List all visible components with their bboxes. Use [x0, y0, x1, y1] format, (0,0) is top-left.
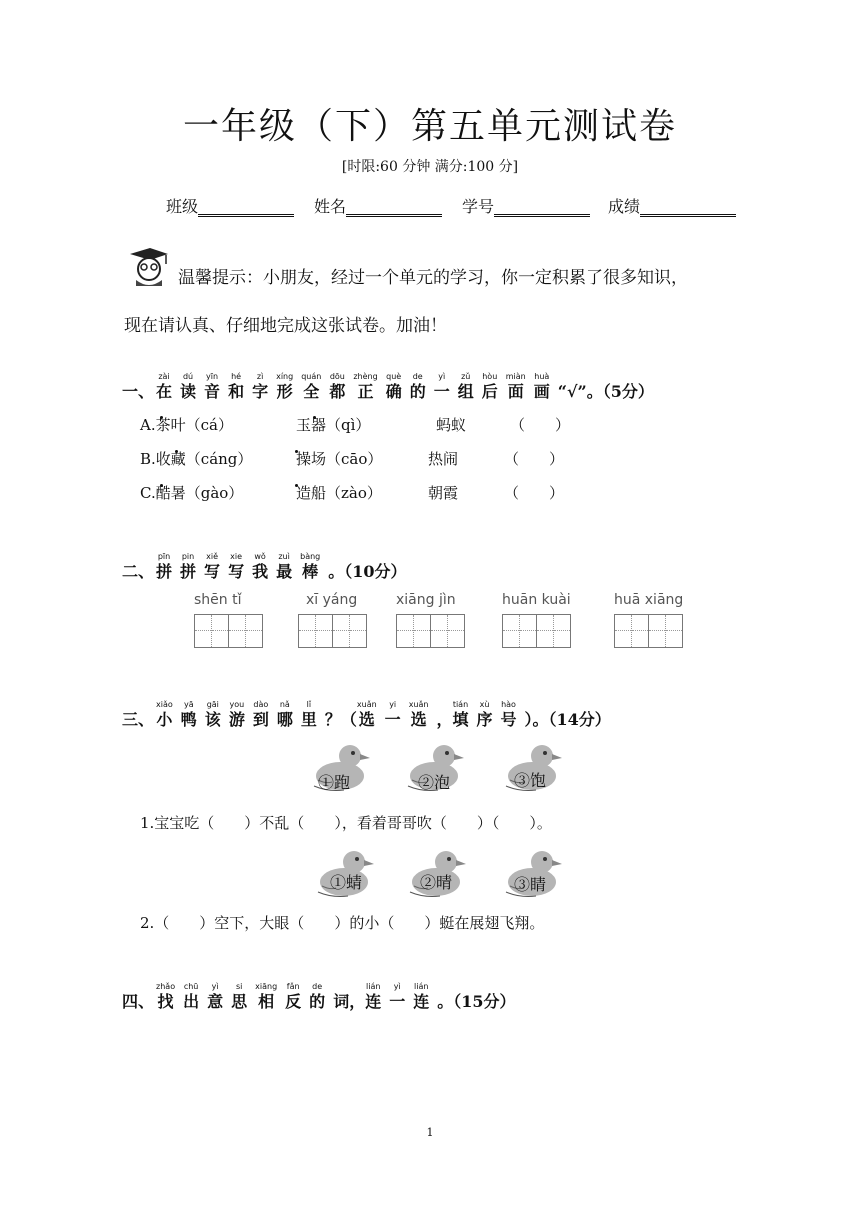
- q4-char-1: [183, 982, 199, 1012]
- q4-char-2: [207, 982, 223, 1012]
- q3-char-5: [277, 700, 293, 730]
- q4-pinyin-3: si: [235, 982, 243, 991]
- q3-sentence-2[interactable]: 2.（ ）空下，大眼（ ）的小（ ）蜓在展翅飞翔。: [140, 914, 545, 932]
- q3b-char-2: [409, 700, 429, 730]
- q4-pinyin-5: fǎn: [286, 982, 300, 991]
- q3-hanzi-4: 到: [252, 710, 269, 729]
- q2-prefix: 二、: [122, 562, 155, 581]
- q1-char-2: [204, 372, 220, 402]
- q1-hanzi-15: 画: [533, 382, 550, 401]
- q2-char-5: [276, 552, 292, 582]
- q3-hanzi-0: 小: [156, 710, 173, 729]
- question-4-heading: [122, 982, 516, 1012]
- q1-char-5: [276, 372, 293, 402]
- writing-grid-4[interactable]: [502, 614, 571, 648]
- q1-row-a: [140, 414, 233, 435]
- q1-char-13: [482, 372, 498, 402]
- q3-pinyin-0: xiǎo: [156, 700, 173, 709]
- q4b-char-2: [413, 982, 429, 1012]
- q1-row-b-word2: 操场（cāo）: [296, 450, 383, 468]
- class-field: [166, 194, 294, 217]
- q2-pinyin-0: pīn: [157, 552, 171, 561]
- q3-pinyin-4: dào: [253, 700, 269, 709]
- pinyin-box-3: [396, 592, 465, 648]
- class-label: 班级: [166, 197, 199, 216]
- q3b-hanzi-2: 选: [410, 710, 427, 729]
- q1-pinyin-2: yīn: [206, 372, 219, 381]
- q4-char-4: [255, 982, 277, 1012]
- q3b-pinyin-1: yi: [389, 700, 397, 709]
- duck-5-option: ②晴: [420, 873, 453, 892]
- q3c-pinyin-2: hào: [501, 700, 516, 709]
- q2-pinyin-6: bàng: [300, 552, 321, 561]
- writing-grid-5[interactable]: [614, 614, 683, 648]
- q3-pinyin-6: lǐ: [306, 700, 312, 709]
- writing-grid-1[interactable]: [194, 614, 263, 648]
- q2-hanzi-4: 我: [252, 562, 269, 581]
- duck-6-option: ③睛: [514, 875, 547, 894]
- q3-prefix: 三、: [122, 710, 155, 729]
- q4-pinyin-0: zhǎo: [156, 982, 176, 991]
- q1-pinyin-12: zǔ: [461, 372, 471, 381]
- q3b-pinyin-2: xuǎn: [408, 700, 429, 709]
- q2-hanzi-0: 拼: [156, 562, 173, 581]
- q1-pinyin-3: hé: [231, 372, 242, 381]
- pinyin-box-2: [298, 592, 367, 648]
- q4-tail: 。（15分）: [437, 992, 516, 1011]
- q1-row-a-word1: 茶叶（cá）: [155, 416, 233, 434]
- q4-char-6: [309, 982, 325, 1012]
- q1-row-a-word2: 玉器（qì）: [296, 416, 371, 434]
- q3-pinyin-5: nǎ: [279, 700, 290, 709]
- q3-comma: ，: [436, 710, 453, 729]
- duck-4-option: ①蜻: [330, 873, 363, 892]
- q4-hanzi-5: 反: [285, 992, 302, 1011]
- q1-char-3: [228, 372, 244, 402]
- q3-char-6: [301, 700, 317, 730]
- q1-hanzi-0: 在: [156, 382, 173, 401]
- q3-char-4: [253, 700, 269, 730]
- q3-hanzi-3: 游: [228, 710, 245, 729]
- q1-char-8: [353, 372, 377, 402]
- question-3-heading: [122, 700, 611, 730]
- q3-pinyin-1: yā: [183, 700, 194, 709]
- q1-pinyin-10: de: [412, 372, 423, 381]
- q4b-char-0: [365, 982, 381, 1012]
- q3-pinyin-2: gāi: [206, 700, 219, 709]
- q1-row-c-label: C.: [140, 484, 156, 502]
- q1-char-14: [506, 372, 526, 402]
- q1-ruby-text: [156, 372, 558, 402]
- duck-2-option: ②泡: [418, 773, 451, 792]
- q3b-char-0: [357, 700, 377, 730]
- q3-char-1: [181, 700, 197, 730]
- q1-char-4: [252, 372, 268, 402]
- q4b-hanzi-1: 一: [389, 992, 406, 1011]
- q1-row-b-answer[interactable]: （ ）: [504, 450, 565, 468]
- page-title: 一年级（下）第五单元测试卷: [182, 106, 677, 147]
- q3-hanzi-1: 鸭: [180, 710, 197, 729]
- q1-row-b-label: B.: [140, 450, 156, 468]
- q3-hanzi-2: 该: [204, 710, 221, 729]
- q2-pinyin-5: zuì: [278, 552, 290, 561]
- q1-char-9: [386, 372, 402, 402]
- writing-grid-3[interactable]: [396, 614, 465, 648]
- q3-ruby-text-3: [452, 700, 524, 730]
- q3-tail: ）。（14分）: [524, 710, 611, 729]
- q3b-char-1: [385, 700, 401, 730]
- q4b-hanzi-0: 连: [365, 992, 382, 1011]
- q3-char-3: [229, 700, 245, 730]
- q1-prefix: 一、: [122, 382, 155, 401]
- q4-pinyin-2: yì: [211, 982, 219, 991]
- q2-char-4: [252, 552, 268, 582]
- q4b-pinyin-1: yì: [393, 982, 401, 991]
- q1-pinyin-4: zì: [256, 372, 264, 381]
- q1-hanzi-11: 一: [433, 382, 450, 401]
- q2-pinyin-1: pin: [181, 552, 195, 561]
- q4b-char-1: [389, 982, 405, 1012]
- q1-hanzi-14: 面: [507, 382, 524, 401]
- q2-hanzi-1: 拼: [180, 562, 197, 581]
- q1-tail: “√”。（5分）: [557, 382, 654, 401]
- q2-hanzi-6: 棒: [302, 562, 319, 581]
- q4-char-3: [231, 982, 247, 1012]
- q2-char-3: [228, 552, 244, 582]
- q3c-char-2: [501, 700, 517, 730]
- q1-row-b-word3: 热闹: [428, 450, 459, 468]
- q2-char-1: [180, 552, 196, 582]
- duck-1-option: ①跑: [318, 773, 351, 792]
- q3c-hanzi-0: 填: [452, 710, 469, 729]
- pinyin-label-1: shēn tǐ: [194, 592, 242, 608]
- q1-char-1: [180, 372, 196, 402]
- time-score-limit: [时限:60 分钟 满分:100 分]: [341, 159, 519, 175]
- q3-ruby-text: [156, 700, 325, 730]
- tip-line-1: 温馨提示：小朋友，经过一个单元的学习，你一定积累了很多知识，: [178, 268, 688, 288]
- score-field: [608, 194, 736, 217]
- q4-ruby-text-2: [365, 982, 437, 1012]
- q1-pinyin-14: miàn: [505, 372, 526, 381]
- pinyin-label-2: xī yáng: [306, 592, 358, 608]
- q2-hanzi-3: 写: [228, 562, 245, 581]
- q1-char-7: [329, 372, 345, 402]
- q1-row-b: [140, 448, 252, 469]
- q2-tail: 。（10分）: [328, 562, 407, 581]
- q4b-hanzi-2: 连: [413, 992, 430, 1011]
- q1-hanzi-2: 音: [204, 382, 221, 401]
- q3c-hanzi-2: 号: [500, 710, 517, 729]
- q4-mid: 词，: [333, 992, 366, 1011]
- q1-pinyin-15: huà: [534, 372, 550, 381]
- q1-pinyin-1: dú: [182, 372, 194, 381]
- q4b-pinyin-2: lián: [414, 982, 429, 991]
- q2-hanzi-2: 写: [204, 562, 221, 581]
- q1-row-c: [140, 482, 243, 503]
- question-2-heading: [122, 552, 407, 582]
- q3-pinyin-3: you: [229, 700, 245, 709]
- q1-hanzi-5: 形: [276, 382, 293, 401]
- q3c-pinyin-0: tián: [452, 700, 469, 709]
- pinyin-label-5: huā xiāng: [614, 592, 684, 608]
- q1-char-12: [458, 372, 474, 402]
- q1-char-11: [434, 372, 450, 402]
- name-field: [314, 194, 442, 217]
- q1-hanzi-4: 字: [252, 382, 269, 401]
- q1-row-b-word1: 收藏（cáng）: [155, 450, 253, 468]
- q3-ruby-text-2: [357, 700, 437, 730]
- q1-hanzi-3: 和: [228, 382, 245, 401]
- q1-row-c-word3: 朝霞: [428, 484, 459, 502]
- q4-pinyin-4: xiāng: [255, 982, 278, 991]
- q3c-char-0: [452, 700, 468, 730]
- q1-pinyin-9: què: [386, 372, 402, 381]
- q4-hanzi-6: 的: [309, 992, 326, 1011]
- q4-pinyin-1: chū: [183, 982, 199, 991]
- class-blank[interactable]: [198, 197, 294, 217]
- q3c-pinyin-1: xù: [479, 700, 490, 709]
- q1-hanzi-9: 确: [385, 382, 402, 401]
- q2-pinyin-4: wǒ: [254, 552, 266, 561]
- name-label: 姓名: [314, 197, 347, 216]
- q4-hanzi-1: 出: [183, 992, 200, 1011]
- q1-pinyin-8: zhèng: [353, 372, 378, 381]
- q2-hanzi-5: 最: [276, 562, 293, 581]
- pinyin-label-4: huān kuài: [502, 592, 571, 608]
- pinyin-box-5: [614, 592, 683, 648]
- q3-hanzi-6: 里: [300, 710, 317, 729]
- q3c-hanzi-1: 序: [476, 710, 493, 729]
- q1-pinyin-0: zài: [158, 372, 170, 381]
- q3-mid: ？（: [324, 710, 357, 729]
- q3-char-2: [205, 700, 221, 730]
- q2-pinyin-3: xie: [230, 552, 243, 561]
- page-number: 1: [426, 1126, 434, 1139]
- q1-row-c-word1: 酷暑（gào）: [155, 484, 244, 502]
- q1-hanzi-10: 的: [409, 382, 426, 401]
- q1-hanzi-6: 全: [303, 382, 320, 401]
- warm-tip: [124, 254, 764, 350]
- q3b-hanzi-0: 选: [358, 710, 375, 729]
- q1-hanzi-13: 后: [481, 382, 498, 401]
- duck-3-option: ③饱: [514, 771, 547, 790]
- q1-hanzi-8: 正: [357, 382, 374, 401]
- q4-hanzi-4: 相: [258, 992, 275, 1011]
- student-id-field: [462, 194, 590, 217]
- score-label: 成绩: [608, 197, 641, 216]
- student-id-blank[interactable]: [494, 197, 590, 217]
- q1-char-10: [410, 372, 426, 402]
- pinyin-box-1: [194, 592, 263, 648]
- q1-pinyin-7: dōu: [329, 372, 345, 381]
- q3-sentence-1[interactable]: 1.宝宝吃（ ）不乱（ ），看着哥哥吹（ ）（ ）。: [140, 814, 552, 832]
- q1-pinyin-6: quán: [301, 372, 322, 381]
- q1-hanzi-1: 读: [180, 382, 197, 401]
- q2-ruby-text: [156, 552, 328, 582]
- q2-pinyin-2: xiě: [206, 552, 218, 561]
- q3-hanzi-5: 哪: [276, 710, 293, 729]
- q1-hanzi-12: 组: [457, 382, 474, 401]
- q1-row-c-word2: 造船（zào）: [296, 484, 382, 502]
- q2-char-0: [156, 552, 172, 582]
- q4-char-0: [156, 982, 175, 1012]
- q4-prefix: 四、: [122, 992, 155, 1011]
- q1-row-a-word3: 蚂蚁: [436, 416, 467, 434]
- q4b-pinyin-0: lián: [366, 982, 381, 991]
- q4-ruby-text: [156, 982, 333, 1012]
- q1-char-0: [156, 372, 172, 402]
- question-1-heading: [122, 372, 654, 402]
- q4-hanzi-0: 找: [157, 992, 174, 1011]
- q1-row-c-answer[interactable]: （ ）: [504, 484, 565, 502]
- pinyin-label-3: xiāng jìn: [396, 592, 456, 608]
- pinyin-box-4: [502, 592, 571, 648]
- writing-grid-2[interactable]: [298, 614, 367, 648]
- q4-hanzi-3: 思: [231, 992, 248, 1011]
- q4-hanzi-2: 意: [207, 992, 224, 1011]
- q3c-char-1: [477, 700, 493, 730]
- q3b-pinyin-0: xuǎn: [356, 700, 377, 709]
- q1-hanzi-7: 都: [329, 382, 346, 401]
- q4-pinyin-6: de: [312, 982, 323, 991]
- q1-pinyin-5: xíng: [276, 372, 294, 381]
- q1-char-15: [534, 372, 550, 402]
- q1-char-6: [301, 372, 321, 402]
- tip-line-2: 现在请认真、仔细地完成这张试卷。加油！: [124, 316, 447, 336]
- q1-pinyin-11: yì: [438, 372, 446, 381]
- q1-pinyin-13: hòu: [482, 372, 498, 381]
- q2-char-6: [300, 552, 320, 582]
- q2-char-2: [204, 552, 220, 582]
- name-blank[interactable]: [346, 197, 442, 217]
- score-blank[interactable]: [640, 197, 736, 217]
- q3b-hanzi-1: 一: [384, 710, 401, 729]
- q3-char-0: [156, 700, 173, 730]
- q4-char-5: [285, 982, 301, 1012]
- q1-row-a-answer[interactable]: （ ）: [510, 416, 571, 434]
- q1-row-a-label: A.: [140, 416, 156, 434]
- student-id-label: 学号: [462, 197, 495, 216]
